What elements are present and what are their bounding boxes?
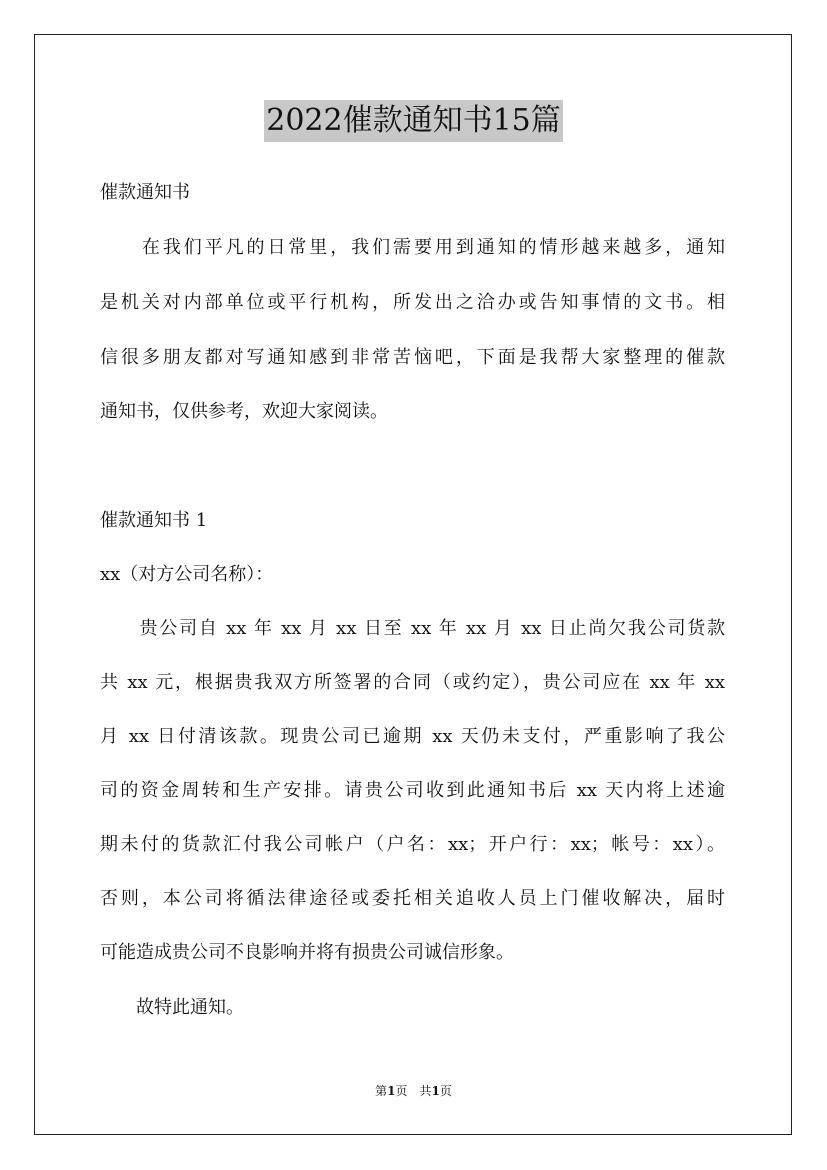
footer-prefix: 第 bbox=[375, 1084, 388, 1098]
section-heading: 催款通知书 bbox=[100, 182, 190, 203]
notice1-body-line-3: 月 xx 日付清该款。现贵公司已逾期 xx 天仍未支付，严重影响了我公 bbox=[100, 726, 725, 747]
intro-line-3: 信很多朋友都对写通知感到非常苦恼吧，下面是我帮大家整理的催款 bbox=[100, 347, 725, 368]
footer-page-number: 1 bbox=[387, 1084, 396, 1098]
title-container bbox=[0, 100, 827, 142]
footer-page-total: 1 bbox=[431, 1084, 440, 1098]
notice1-body-line-1: 贵公司自 xx 年 xx 月 xx 日至 xx 年 xx 月 xx 日止尚欠我公司货款 bbox=[100, 618, 725, 639]
notice1-salutation: xx（对方公司名称）： bbox=[100, 564, 274, 585]
notice1-closing: 故特此通知。 bbox=[100, 997, 244, 1018]
page-footer bbox=[0, 1083, 827, 1099]
notice1-body-line-7: 可能造成贵公司不良影响并将有损贵公司诚信形象。 bbox=[100, 942, 514, 963]
footer-mid: 页 共 bbox=[395, 1084, 432, 1098]
intro-line-1: 在我们平凡的日常里，我们需要用到通知的情形越来越多，通知 bbox=[100, 237, 725, 258]
notice1-body-line-4: 司的资金周转和生产安排。请贵公司收到此通知书后 xx 天内将上述逾 bbox=[100, 780, 725, 801]
intro-line-2: 是机关对内部单位或平行机构，所发出之洽办或告知事情的文书。相 bbox=[100, 292, 725, 313]
document-title: 2022催款通知书15篇 bbox=[264, 100, 563, 142]
notice1-heading: 催款通知书 1 bbox=[100, 510, 208, 531]
footer-suffix: 页 bbox=[439, 1084, 452, 1098]
intro-line-4: 通知书，仅供参考，欢迎大家阅读。 bbox=[100, 401, 388, 422]
notice1-body-line-2: 共 xx 元，根据贵我双方所签署的合同（或约定），贵公司应在 xx 年 xx bbox=[100, 672, 725, 693]
notice1-body-line-5: 期未付的货款汇付我公司帐户（户名：xx；开户行：xx；帐号：xx）。 bbox=[100, 834, 725, 855]
notice1-body-line-6: 否则，本公司将循法律途径或委托相关追收人员上门催收解决，届时 bbox=[100, 888, 725, 909]
